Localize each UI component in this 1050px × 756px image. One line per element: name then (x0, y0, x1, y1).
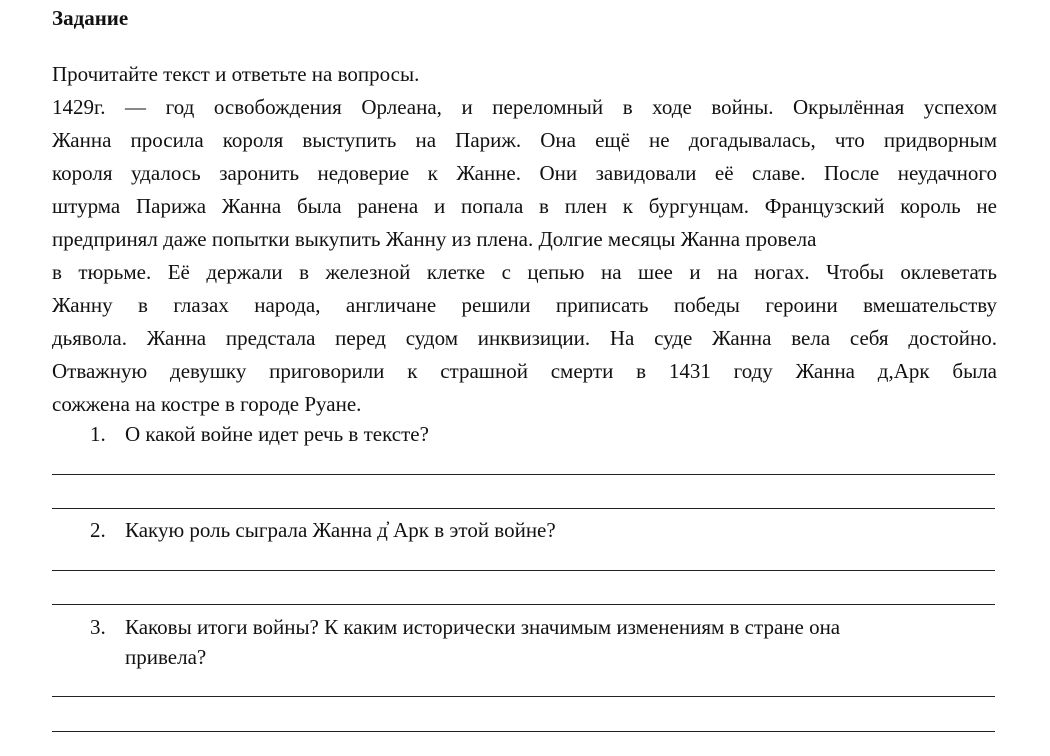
question-number: 2. (90, 518, 106, 542)
task-instruction: Прочитайте текст и ответьте на вопросы. (52, 62, 420, 86)
text-line: Жанну в глазах народа, англичане решили приписать победы героини вмешательству (52, 293, 997, 317)
question-text: Какую роль сыграла Жанна д̓ Арк в этой войне? (125, 518, 556, 542)
question-number: 3. (90, 615, 106, 639)
reading-text (52, 91, 997, 421)
question-text-continuation: привела? (125, 645, 207, 669)
answer-line[interactable] (52, 696, 995, 697)
answer-line[interactable] (52, 731, 995, 732)
text-line: сожжена на костре в городе Руане. (52, 392, 362, 416)
text-line: короля удалось заронить недоверие к Жанне. Они завидовали её славе. После неудачного (52, 161, 997, 185)
question-3 (90, 612, 840, 672)
text-line: Отважную девушку приговорили к страшной смерти в 1431 году Жанна д,Арк была (52, 359, 997, 383)
question-1 (90, 419, 429, 449)
text-line: 1429г. — год освобождения Орлеана, и переломный в ходе войны. Окрылённая успехом (52, 95, 997, 119)
answer-line[interactable] (52, 570, 995, 571)
task-title: Задание (52, 6, 129, 30)
question-number: 1. (90, 422, 106, 446)
text-line: дьявола. Жанна предстала перед судом инквизиции. На суде Жанна вела себя достойно. (52, 326, 997, 350)
question-text: Каковы итоги войны? К каким исторически значимым изменениям в стране она (125, 615, 841, 639)
text-line: штурма Парижа Жанна была ранена и попала в плен к бургунцам. Французский король не (52, 194, 997, 218)
question-2 (90, 515, 556, 545)
text-line: в тюрьме. Её держали в железной клетке с цепью на шее и на ногах. Чтобы оклеветать (52, 260, 997, 284)
answer-line[interactable] (52, 508, 995, 509)
text-line: предпринял даже попытки выкупить Жанну из плена. Долгие месяцы Жанна провела (52, 227, 817, 251)
text-line: Жанна просила короля выступить на Париж. Она ещё не догадывалась, что придворным (52, 128, 997, 152)
question-text: О какой войне идет речь в тексте? (125, 422, 429, 446)
answer-line[interactable] (52, 604, 995, 605)
answer-line[interactable] (52, 474, 995, 475)
